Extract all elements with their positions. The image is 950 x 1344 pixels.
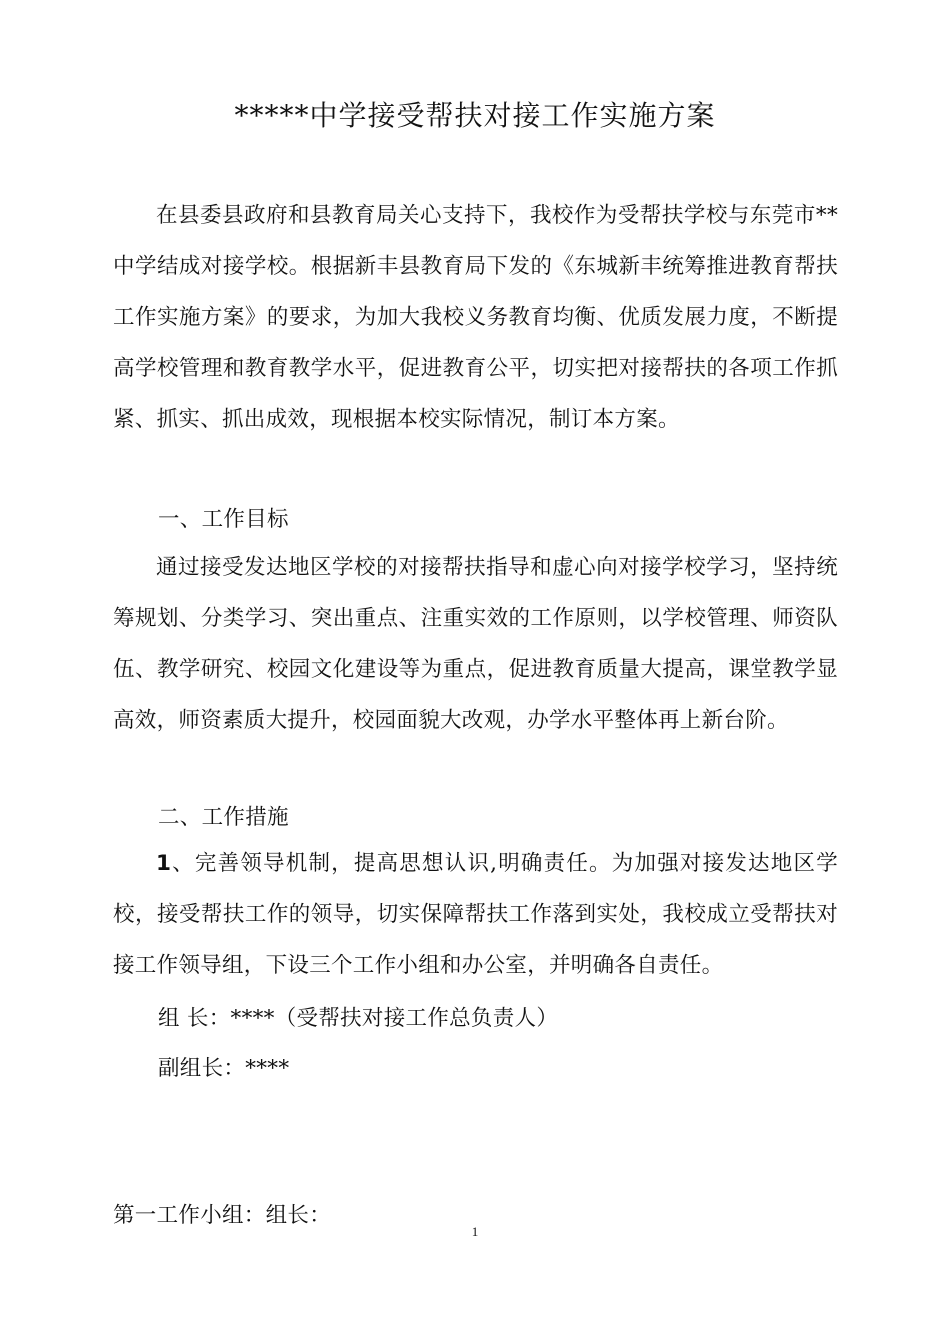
section-heading-goals: 一、工作目标 [158,507,289,532]
deputy-leader-line: 副组长：**** [158,1056,290,1081]
leader-line: 组 长：****（受帮扶对接工作总负责人） [158,1006,559,1031]
measure-text: 、完善领导机制，提高思想认识,明确责任。为加强对接发达地区学校，接受帮扶工作的领导，切实保障帮扶工作落到实处，我校成立受帮扶对接工作领导组，下设三个工作小组和办公室，并明确各自责任。 [113,851,838,978]
group-one-line: 第一工作小组：组长： [113,1203,332,1228]
goals-paragraph: 通过接受发达地区学校的对接帮扶指导和虚心向对接学校学习，坚持统筹规划、分类学习、突出重点、注重实效的工作原则，以学校管理、师资队伍、教学研究、校园文化建设等为重点，促进教育质量大提高，课堂教学显高效，师资素质大提升，校园面貌大改观，办学水平整体再上新台阶。 [113,555,838,733]
page-number: 1 [471,1224,479,1239]
measure-number: 1 [156,851,172,876]
document-title: *****中学接受帮扶对接工作实施方案 [234,99,716,132]
section-heading-measures: 二、工作措施 [158,805,289,830]
intro-paragraph: 在县委县政府和县教育局关心支持下，我校作为受帮扶学校与东莞市**中学结成对接学校。根据新丰县教育局下发的《东城新丰统筹推进教育帮扶工作实施方案》的要求，为加大我校义务教育均衡、优质发展力度，不断提高学校管理和教育教学水平，促进教育公平，切实把对接帮扶的各项工作抓紧、抓实、抓出成效，现根据本校实际情况，制订本方案。 [113,203,838,432]
measure-paragraph [113,838,838,991]
